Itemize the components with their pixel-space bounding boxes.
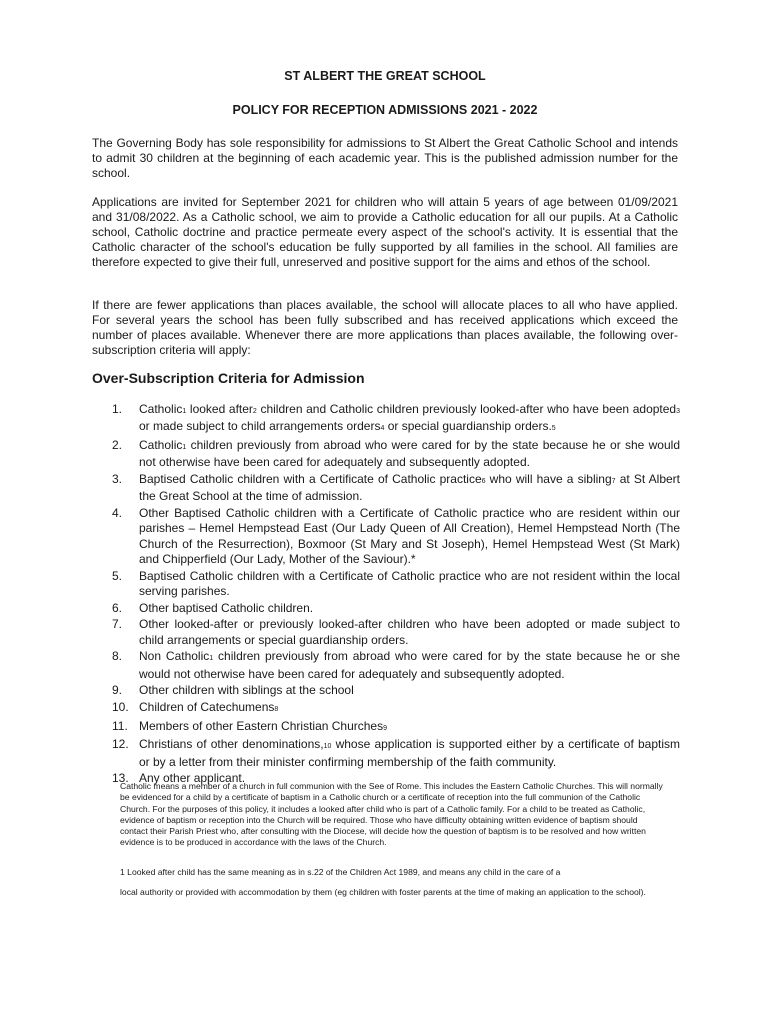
criteria-text: who will have a sibling [485, 472, 612, 486]
criteria-number: 8. [112, 649, 123, 664]
criteria-heading: Over-Subscription Criteria for Admission [92, 370, 365, 386]
criteria-text: children previously from abroad who were cared for by the state because he or she would not otherwise have been cared for adequately and subsequently adopted. [139, 438, 680, 470]
criteria-number: 3. [112, 472, 123, 486]
footnote-marker: 1 [209, 655, 214, 663]
criteria-item [112, 649, 680, 682]
intro-paragraph: The Governing Body has sole responsibility for admissions to St Albert the Great Catholic School and intends to admit 30 children at the beginning of each academic year. This is the published admission number for the school. [92, 136, 678, 180]
criteria-number: 6. [112, 600, 123, 615]
criteria-text: children and Catholic children previously looked-after who have been adopted [256, 402, 677, 416]
footnote-marker: 5 [551, 425, 556, 433]
oversubscription-paragraph: If there are fewer applications than places available, the school will allocate places to all who have applied. For several years the school has been fully subscribed and has received applications which exceed the number of places available. Whenever there are more applications than places available, the following over-subscription criteria will apply: [92, 298, 678, 357]
criteria-number: 1. [112, 402, 123, 416]
footnote-marker: 3 [676, 408, 681, 415]
criteria-number: 2. [112, 438, 123, 452]
criteria-item [112, 569, 680, 600]
footnote-catholic: Catholic means a member of a church in full communion with the See of Rome. This includes the Eastern Catholic Churches. This will normally be evidenced for a child by a certificate of baptism in a Catholic church or a certificate of reception into the full communion of the Catholic Church. For the purposes of this policy, it includes a looked after child who is part of a Catholic family. For a child to be treated as Catholic, evidence of baptism or reception into the Church will be required. Those who have difficulty obtaining written evidence of baptism should contact their Parish Priest who, after consulting with the Diocese, will decide how the question of baptism is to be resolved and how written evidence is to be produced in accordance with the laws of the Church. [120, 781, 663, 848]
criteria-item [112, 402, 680, 437]
footnote-marker: 6 [481, 478, 486, 485]
criteria-text: whose application is supported either by a certificate of baptism or by a letter from their minister confirming membership of the faith community. [139, 737, 680, 769]
criteria-item [112, 737, 680, 770]
criteria-number: 5. [112, 568, 123, 583]
footnote-marker: 8 [274, 706, 279, 713]
criteria-item [112, 601, 680, 616]
criteria-text: looked after [186, 402, 253, 416]
criteria-text: Baptised Catholic children with a Certificate of Catholic practice who are not resident within the local serving parishes. [139, 568, 680, 599]
criteria-text: or special guardianship orders. [384, 419, 552, 434]
criteria-text: or made subject to child arrangements orders [139, 419, 381, 434]
footnote-marker: 4 [380, 425, 385, 433]
criteria-text: Other looked-after or previously looked-after children who have been adopted or made subject to child arrangements or special guardianship orders. [139, 617, 680, 647]
criteria-item [112, 700, 680, 717]
applications-paragraph: Applications are invited for September 2021 for children who will attain 5 years of age between 01/09/2021 and 31/08/2022. As a Catholic school, we aim to provide a Catholic education for all our pupils. At a Catholic school, Catholic doctrine and practice permeate every aspect of the school's activity. It is essential that the Catholic character of the school's education be fully supported by all families in the school. All families are therefore expected to give their full, unreserved and positive support for the aims and ethos of the school. [92, 195, 678, 269]
criteria-item [112, 719, 680, 736]
criteria-text: Christians of other denominations, [139, 737, 324, 752]
criteria-number: 10. [112, 700, 129, 714]
criteria-text: Other baptised Catholic children. [139, 600, 314, 615]
criteria-text: Any other applicant. [139, 771, 246, 786]
footnote-marker: 1 [182, 444, 187, 451]
footnote-looked-after: 1 Looked after child has the same meaning as in s.22 of the Children Act 1989, and means any child in the care of a [120, 867, 561, 877]
criteria-text: Baptised Catholic children with a Certificate of Catholic practice [139, 472, 482, 486]
policy-title: POLICY FOR RECEPTION ADMISSIONS 2021 - 2022 [232, 103, 538, 117]
criteria-text: Other children with siblings at the school [139, 683, 354, 698]
footnote-marker: 9 [383, 724, 388, 732]
footnote-marker: 7 [611, 478, 616, 485]
criteria-text: Other Baptised Catholic children with a Certificate of Catholic practice who are resident within our parishes – Hemel Hempstead East (Our Lady Queen of All Creation), Hemel Hempstead North (The Church of the Resurrection), Boxmoor (St Mary and St Joseph), Hemel Hempstead West (St Mark) and Chipperfield (Our Lady, Mother of the Saviour).* [139, 506, 680, 567]
criteria-number: 7. [112, 617, 123, 632]
criteria-text: children previously from abroad who were cared for by the state because he or she would not otherwise have been cared for adequately and subsequently adopted. [139, 649, 681, 681]
criteria-item [112, 506, 680, 568]
criteria-number: 4. [112, 506, 123, 520]
school-title: ST ALBERT THE GREAT SCHOOL [284, 69, 486, 83]
criteria-text: at St Albert the Great School at the time of admission. [139, 472, 680, 504]
criteria-list [112, 402, 680, 788]
criteria-number: 9. [112, 683, 123, 698]
criteria-text: Catholic [139, 438, 183, 452]
footnote-looked-after-cont: local authority or provided with accommodation by them (eg children with foster parents at the time of making an application to the school). [120, 887, 646, 897]
criteria-item [112, 472, 680, 505]
footnote-marker: 10 [323, 743, 332, 751]
criteria-item [112, 617, 680, 648]
criteria-number: 12. [112, 737, 129, 752]
criteria-item [112, 683, 680, 698]
criteria-number: 13. [112, 771, 129, 786]
criteria-text: Catholic [139, 402, 183, 416]
criteria-text: Children of Catechumens [139, 700, 275, 714]
criteria-text: Members of other Eastern Christian Churches [139, 718, 384, 733]
criteria-item [112, 438, 680, 471]
criteria-number: 11. [112, 718, 128, 733]
criteria-text: Non Catholic [139, 649, 210, 664]
footnote-marker: 1 [182, 408, 187, 415]
footnote-marker: 2 [252, 408, 257, 415]
